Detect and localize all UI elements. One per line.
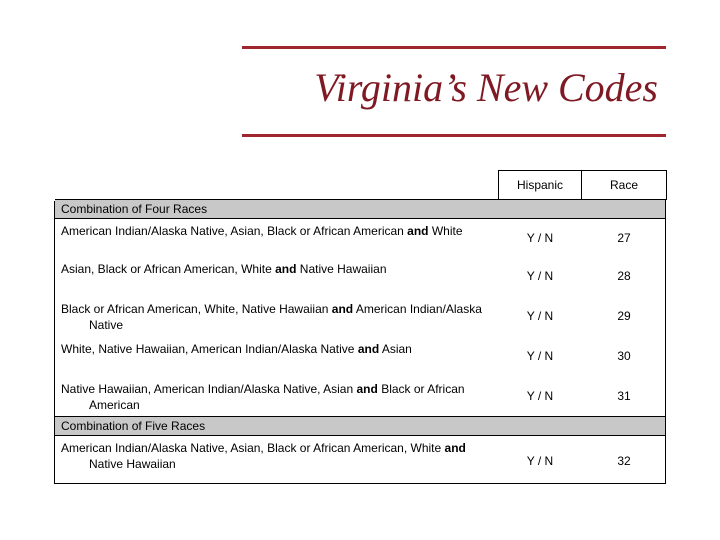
race-code: 27 — [617, 231, 631, 245]
hispanic-value: Y / N — [526, 389, 554, 403]
header-hispanic: Hispanic — [498, 170, 582, 200]
race-code: 30 — [617, 349, 631, 363]
header-race: Race — [581, 170, 667, 200]
race-codes-table — [54, 170, 666, 484]
hispanic-value: Y / N — [526, 349, 554, 363]
group-header-five-races: Combination of Five Races — [55, 416, 665, 436]
page-title: Virginia’s New Codes — [314, 65, 658, 110]
race-code: 28 — [617, 269, 631, 283]
race-code: 32 — [617, 454, 631, 468]
hispanic-value: Y / N — [526, 454, 554, 468]
table-row — [55, 219, 665, 257]
race-code: 31 — [617, 389, 631, 403]
hispanic-value: Y / N — [526, 309, 554, 323]
table-row — [55, 436, 665, 482]
table-row — [55, 297, 665, 337]
title-rule-top — [242, 46, 666, 49]
hispanic-value: Y / N — [526, 231, 554, 245]
row-label: American Indian/Alaska Native, Asian, Black or African American, White and Native Hawaiian — [61, 441, 466, 471]
row-label: Native Hawaiian, American Indian/Alaska Native, Asian and Black or African American — [61, 382, 465, 412]
table-row — [55, 337, 665, 377]
row-label: Black or African American, White, Native Hawaiian and American Indian/Alaska Native — [61, 302, 482, 332]
header-blank — [54, 170, 499, 201]
title-rule-bottom — [242, 134, 666, 137]
row-label: American Indian/Alaska Native, Asian, Black or African American and White — [61, 224, 463, 238]
table-row — [55, 257, 665, 297]
row-label: Asian, Black or African American, White and Native Hawaiian — [61, 262, 387, 276]
race-code: 29 — [617, 309, 631, 323]
group-header-four-races: Combination of Four Races — [55, 199, 665, 219]
hispanic-value: Y / N — [526, 269, 554, 283]
row-label: White, Native Hawaiian, American Indian/Alaska Native and Asian — [61, 342, 412, 356]
table-row — [55, 377, 665, 417]
